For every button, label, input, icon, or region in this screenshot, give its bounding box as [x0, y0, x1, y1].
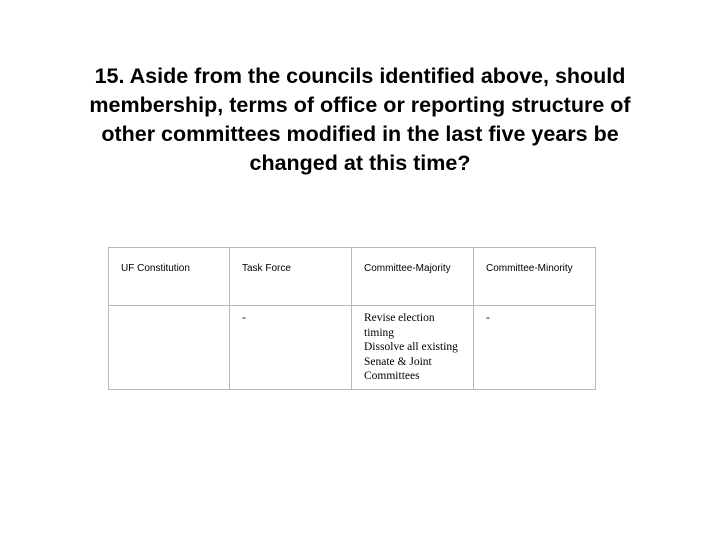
header-task-force-label: Task Force	[242, 263, 291, 274]
header-committee-minority-label: Committee-Minority	[486, 263, 573, 274]
table-header-row	[109, 248, 596, 306]
cell-task-force	[230, 306, 352, 390]
header-committee-majority	[352, 248, 474, 306]
comparison-table	[108, 247, 596, 390]
header-task-force	[230, 248, 352, 306]
header-uf-constitution-label: UF Constitution	[121, 263, 190, 274]
majority-item-election-timing: Revise election timing	[364, 312, 435, 339]
header-uf-constitution	[109, 248, 230, 306]
table-row	[109, 306, 596, 390]
cell-committee-majority	[352, 306, 474, 390]
slide-title: 15. Aside from the councils identified above, should membership, terms of office or reporting structure of other committees modified in the last five years be changed at this time?	[89, 64, 631, 175]
cell-committee-majority-text	[352, 306, 473, 384]
cell-task-force-text: -	[242, 312, 246, 324]
header-committee-majority-label: Committee-Majority	[364, 263, 451, 274]
cell-uf-constitution	[109, 306, 230, 390]
cell-uf-constitution-text	[109, 306, 229, 311]
header-committee-minority	[474, 248, 596, 306]
cell-committee-minority-text: -	[486, 312, 490, 324]
majority-item-dissolve-committees: Dissolve all existing Senate & Joint Committees	[364, 341, 458, 382]
cell-committee-minority	[474, 306, 596, 390]
